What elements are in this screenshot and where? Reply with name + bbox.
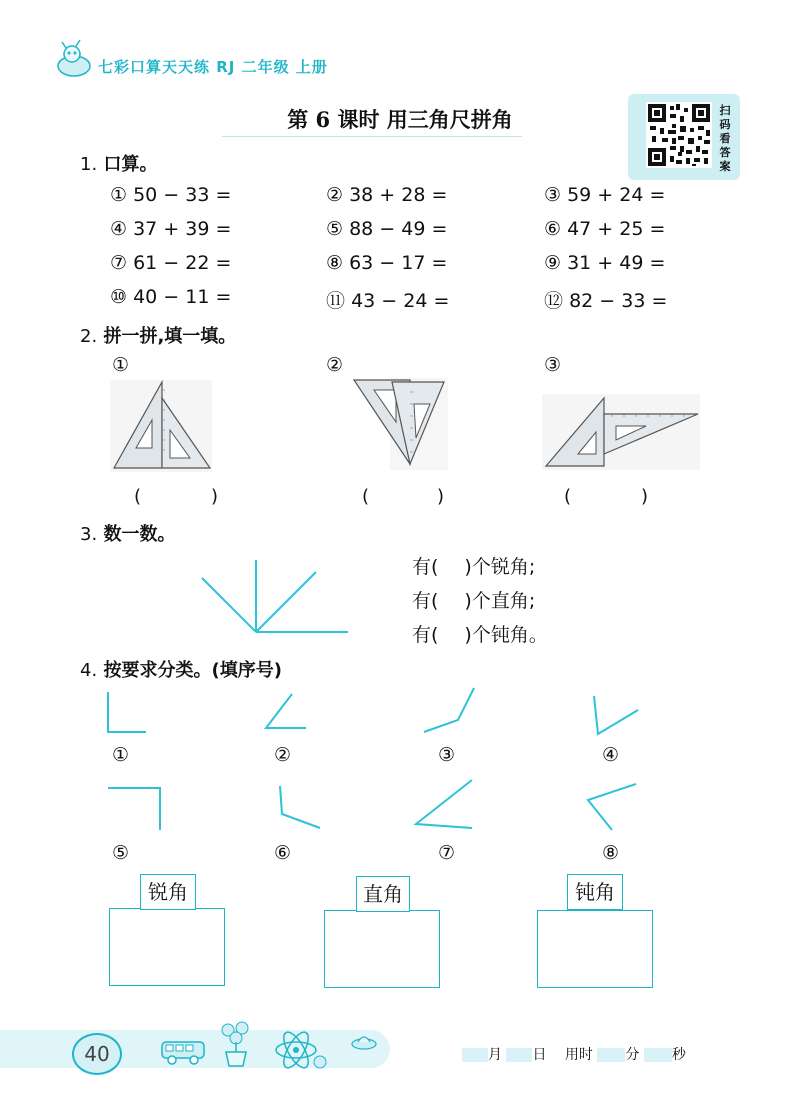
problem: [110, 286, 231, 308]
problem-index: ⑥: [544, 218, 562, 240]
section-1-heading: [80, 150, 157, 176]
answer-blank[interactable]: [134, 486, 218, 507]
paren-close: ): [436, 486, 444, 507]
right-angle-answer-box[interactable]: [324, 910, 440, 988]
mascot-logo-icon: [52, 40, 96, 80]
problem: [326, 252, 447, 274]
problem-expr: 37 + 39 =: [133, 218, 232, 240]
problem: [326, 218, 447, 240]
set-square-combo-2-image: [352, 378, 448, 470]
item-index: ①: [112, 354, 130, 376]
count-prefix: 有(: [412, 624, 439, 646]
angle-figure-1: [100, 690, 150, 736]
problem-expr: 38 + 28 =: [349, 184, 448, 206]
angle-figure-7: [412, 778, 476, 830]
problem-index: ③: [544, 184, 562, 206]
problem-expr: 88 − 49 =: [349, 218, 448, 240]
problem-expr: 50 − 33 =: [133, 184, 232, 206]
set-square-combo-1-image: [110, 380, 212, 472]
obtuse-angle-label: 钝角: [567, 874, 623, 910]
obtuse-angle-answer-box[interactable]: [537, 910, 653, 988]
section-4-number: 4.: [80, 660, 98, 681]
problem-expr: 63 − 17 =: [349, 252, 448, 274]
count-prefix: 有(: [412, 556, 439, 578]
angle-label: ④: [602, 744, 620, 766]
right-angle-label: 直角: [356, 876, 410, 912]
angle-label: ⑦: [438, 842, 456, 864]
problem-index: ⑤: [326, 218, 344, 240]
qr-label: 扫码看答案: [719, 104, 731, 173]
angle-label: ⑥: [274, 842, 292, 864]
problem: [110, 184, 231, 206]
section-4-heading: [80, 656, 282, 682]
section-1-title: 口算。: [103, 154, 158, 175]
angle-figure-4: [590, 694, 642, 738]
problem-index: ④: [110, 218, 128, 240]
problem-index: ②: [326, 184, 344, 206]
count-prefix: 有(: [412, 590, 439, 612]
angle-fan-figure: [198, 558, 350, 636]
problem: [544, 252, 665, 274]
count-line: [412, 552, 535, 579]
paren-close: ): [640, 486, 648, 507]
problem-index: ⑧: [326, 252, 344, 274]
answer-blank[interactable]: [564, 486, 648, 507]
section-2-heading: [80, 322, 236, 348]
angle-label: ②: [274, 744, 292, 766]
problem-index: ⑨: [544, 252, 562, 274]
answer-blank[interactable]: [362, 486, 444, 507]
day-blank[interactable]: [506, 1048, 532, 1062]
angle-figure-3: [422, 686, 478, 736]
section-2-title: 拼一拼,填一填。: [103, 326, 237, 347]
paren-open: (: [362, 486, 370, 507]
angle-figure-8: [584, 782, 640, 832]
problem-expr: 47 + 25 =: [567, 218, 666, 240]
lesson-title: 第 6 课时 用三角尺拼角: [287, 107, 513, 132]
section-3-heading: [80, 520, 175, 546]
time-field-label: 用时: [564, 1047, 593, 1063]
item-index: ②: [326, 354, 344, 376]
angle-label: ①: [112, 744, 130, 766]
problem: [326, 286, 449, 313]
section-3-number: 3.: [80, 524, 98, 545]
problem-expr: 61 − 22 =: [133, 252, 232, 274]
angle-figure-2: [262, 690, 312, 736]
title-divider: [222, 136, 522, 137]
angle-label: ③: [438, 744, 456, 766]
problem-index: ⑫: [544, 290, 564, 312]
month-blank[interactable]: [462, 1048, 488, 1062]
problem-expr: 59 + 24 =: [567, 184, 666, 206]
time-field-label: 秒: [671, 1047, 686, 1063]
item-index: ③: [544, 354, 562, 376]
problem: [110, 252, 231, 274]
problem-expr: 31 + 49 =: [567, 252, 666, 274]
atom-icon: [272, 1030, 328, 1070]
acute-angle-label: 锐角: [140, 874, 196, 910]
bus-icon: [160, 1038, 208, 1066]
problem: [544, 286, 667, 313]
set-square-combo-3-image: [542, 394, 700, 470]
time-field-label: 日: [532, 1047, 547, 1063]
section-3-title: 数一数。: [103, 524, 176, 545]
time-field-label: 分: [625, 1047, 640, 1063]
count-line: [412, 620, 548, 647]
qr-code-icon[interactable]: [646, 102, 712, 168]
problem-expr: 43 − 24 =: [351, 290, 450, 312]
section-4-title: 按要求分类。(填序号): [103, 660, 282, 681]
paren-open: (: [134, 486, 142, 507]
time-field-label: 月: [488, 1047, 502, 1063]
count-suffix: )个直角;: [464, 590, 536, 612]
angle-label: ⑤: [112, 842, 130, 864]
problem-index: ⑩: [110, 286, 128, 308]
problem-index: ①: [110, 184, 128, 206]
count-suffix: )个锐角;: [464, 556, 536, 578]
acute-angle-answer-box[interactable]: [109, 908, 225, 986]
ufo-icon: [350, 1030, 378, 1052]
book-title: 七彩口算天天练 RJ 二年级 上册: [98, 58, 328, 76]
angle-figure-5: [106, 784, 166, 832]
section-1-number: 1.: [80, 154, 98, 175]
problem-expr: 40 − 11 =: [133, 286, 232, 308]
minute-blank[interactable]: [597, 1048, 625, 1062]
paren-close: ): [210, 486, 218, 507]
angle-label: ⑧: [602, 842, 620, 864]
problem: [326, 184, 447, 206]
problem-index: ⑦: [110, 252, 128, 274]
problem: [110, 218, 231, 240]
section-2-number: 2.: [80, 326, 98, 347]
count-suffix: )个钝角。: [464, 624, 548, 646]
potted-plant-icon: [218, 1020, 254, 1068]
time-record: [462, 1044, 686, 1064]
count-line: [412, 586, 535, 613]
second-blank[interactable]: [644, 1048, 672, 1062]
problem: [544, 218, 665, 240]
problem-expr: 82 − 33 =: [569, 290, 668, 312]
problem: [544, 184, 665, 206]
problem-index: ⑪: [326, 290, 346, 312]
angle-figure-6: [274, 784, 324, 832]
paren-open: (: [564, 486, 572, 507]
page-number: 40: [72, 1033, 122, 1075]
